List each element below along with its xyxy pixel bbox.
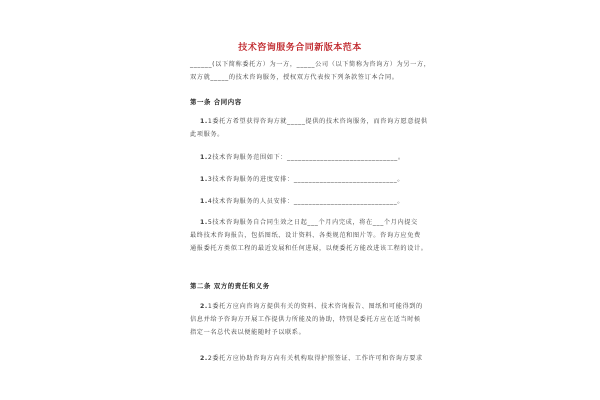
clause-number: 1. xyxy=(200,176,208,183)
clause-number: 1. xyxy=(200,154,208,161)
clause-text: 2技术咨询服务范围如下：______________________________。 xyxy=(207,154,405,161)
intro-line-1: ______(以下简称委托方）为一方，_____公司（以下简称为咨询方）为另一方， xyxy=(190,61,431,68)
clause-line xyxy=(200,153,428,162)
clause-line: 指定一名总代表以便能随时予以联系。 xyxy=(190,329,306,336)
clause-line: 通报委托方类似工程的最近发展和任何进展，以便委托方能改进该工程的设计。 xyxy=(190,245,428,252)
clause-line xyxy=(200,354,428,363)
clause-line xyxy=(200,175,428,184)
clause-text: 3技术咨询服务的进度安排：____________________________。 xyxy=(207,176,405,183)
clause-text: 1委托方应向咨询方提供有关的资料、技术咨询报告、图纸和可能得到的 xyxy=(207,303,423,310)
clause-number: 2. xyxy=(200,355,208,362)
clause-text: 2委托方应协助咨询方向有关机构取得护照签证、工作许可和咨询方要求 xyxy=(207,355,423,362)
clause-text: 5技术咨询服务自合同生效之日起___个月内完成，将在___个月内提交 xyxy=(207,219,418,226)
clause-line xyxy=(200,197,428,206)
clause-number: 1. xyxy=(200,219,208,226)
clause-line: 信息并给予咨询方开展工作提供力所能及的协助，特别是委托方应在适当时候 xyxy=(190,316,421,323)
clause-number: 2. xyxy=(200,303,208,310)
section-heading: 第一条 合同内容 xyxy=(190,98,242,106)
document-title: 技术咨询服务合同新版本范本 xyxy=(238,43,362,53)
clause-text: 1委托方希望获得咨询方就_____提供的技术咨询服务，而咨询方愿意提供 xyxy=(207,118,428,125)
clause-line: 此项服务。 xyxy=(190,131,224,138)
clause-number: 1. xyxy=(200,118,208,125)
clause-line xyxy=(200,302,428,311)
clause-line xyxy=(200,117,428,126)
section-heading: 第二条 双方的责任和义务 xyxy=(190,282,270,290)
clause-line: 最终技术咨询报告，包括图纸、设计资料、各类规范和图片等。咨询方应免费 xyxy=(190,232,421,239)
clause-line xyxy=(200,218,428,227)
clause-number: 1. xyxy=(200,198,208,205)
clause-text: 4技术咨询服务的人员安排：____________________________。 xyxy=(207,198,405,205)
intro-line-2: 双方就_____的技术咨询服务，授权双方代表按下列条款签订本合同。 xyxy=(190,74,399,81)
